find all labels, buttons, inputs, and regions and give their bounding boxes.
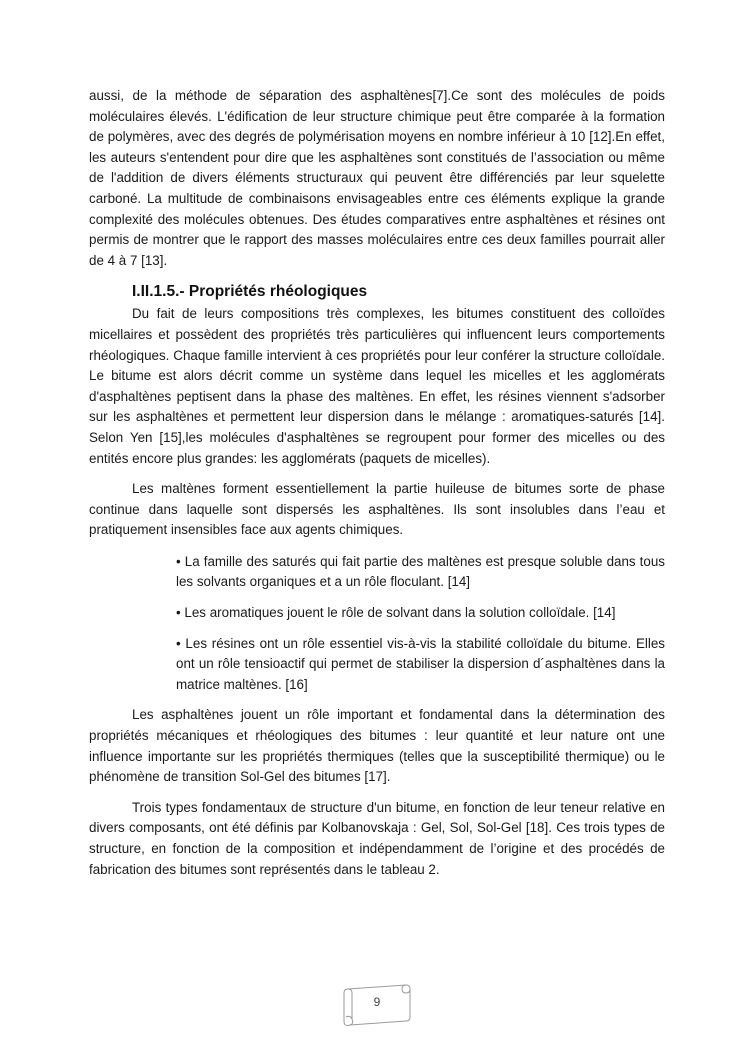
paragraph-asphaltenes-intro: aussi, de la méthode de séparation des asphaltènes[7].Ce sont des molécules de poids moléculaires élevés. L'édification de leur structure chimique peut être comparée à la formation de polymères, avec des degrés de polymérisation moyens en nombre inférieur à 10 [12].En effet, les auteurs s'entendent pour dire que les asphaltènes sont constitués de l’association ou même de l'addition de divers éléments structuraux qui peuvent être différenciés par leur squelette carboné. La multitude de combinaisons envisageables entre ces éléments explique la grande complexité des molécules obtenues. Des études comparatives entre asphaltènes et résines ont permis de montrer que le rapport des masses moléculaires entre ces deux familles pourrait aller de 4 à 7 [13]. (89, 88, 665, 268)
document-body (89, 86, 665, 880)
paragraph-structure-types: Trois types fondamentaux de structure d'un bitume, en fonction de leur teneur relative en divers composants, ont été définis par Kolbanovskaja : Gel, Sol, Sol-Gel [18]. Ces trois types de structure, en fonction de la composition et indépendamment de l’origine et des procédés de fabrication des bitumes sont représentés dans le tableau 2. (89, 799, 665, 877)
paragraph-asphaltenes-role: Les asphaltènes jouent un rôle important et fondamental dans la détermination des propriétés mécaniques et rhéologiques des bitumes : leur quantité et leur nature ont une influence importante sur les propriétés thermiques (telles que la susceptibilité thermique) ou le phénomène de transition Sol-Gel des bitumes [17]. (89, 707, 665, 785)
page-number: 9 (373, 995, 381, 1009)
bullet-item-resins: • Les résines ont un rôle essentiel vis-à-vis la stabilité colloïdale du bitume. Elles ont un rôle tensioactif qui permet de stabiliser la dispersion d´asphaltènes dans la matrice maltènes. [16] (176, 635, 665, 692)
section-heading: I.II.1.5.- Propriétés rhéologiques (132, 283, 368, 301)
paragraph-rheology: Du fait de leurs compositions très complexes, les bitumes constituent des colloïdes micellaires et possèdent des propriétés très particulières qui influencent leurs comportements rhéologiques. Chaque famille intervient à ces propriétés pour leur conférer la structure colloïdale. Le bitume est alors décrit comme un système dans lequel les micelles et les agglomérats d'asphaltènes peptisent dans la phase des maltènes. En effet, les résines viennent s'adsorber sur les asphaltènes et permettent leur dispersion dans le mélange : aromatiques-saturés [14]. Selon Yen [15],les molécules d'asphaltènes se regroupent pour former des micelles ou des entités encore plus grandes: les agglomérats (paquets de micelles). (89, 306, 665, 466)
bullet-item-saturates: • La famille des saturés qui fait partie des maltènes est presque soluble dans tous les solvants organiques et a un rôle floculant. [14] (176, 553, 665, 590)
bullet-list (176, 552, 665, 696)
paragraph-maltenes: Les maltènes forment essentiellement la partie huileuse de bitumes sorte de phase continue dans laquelle sont dispersés les asphaltènes. Ils sont insolubles dans l’eau et pratiquement insensibles face aux agents chimiques. (89, 481, 665, 538)
bullet-item-aromatics: • Les aromatiques jouent le rôle de solvant dans la solution colloïdale. [14] (176, 605, 616, 621)
